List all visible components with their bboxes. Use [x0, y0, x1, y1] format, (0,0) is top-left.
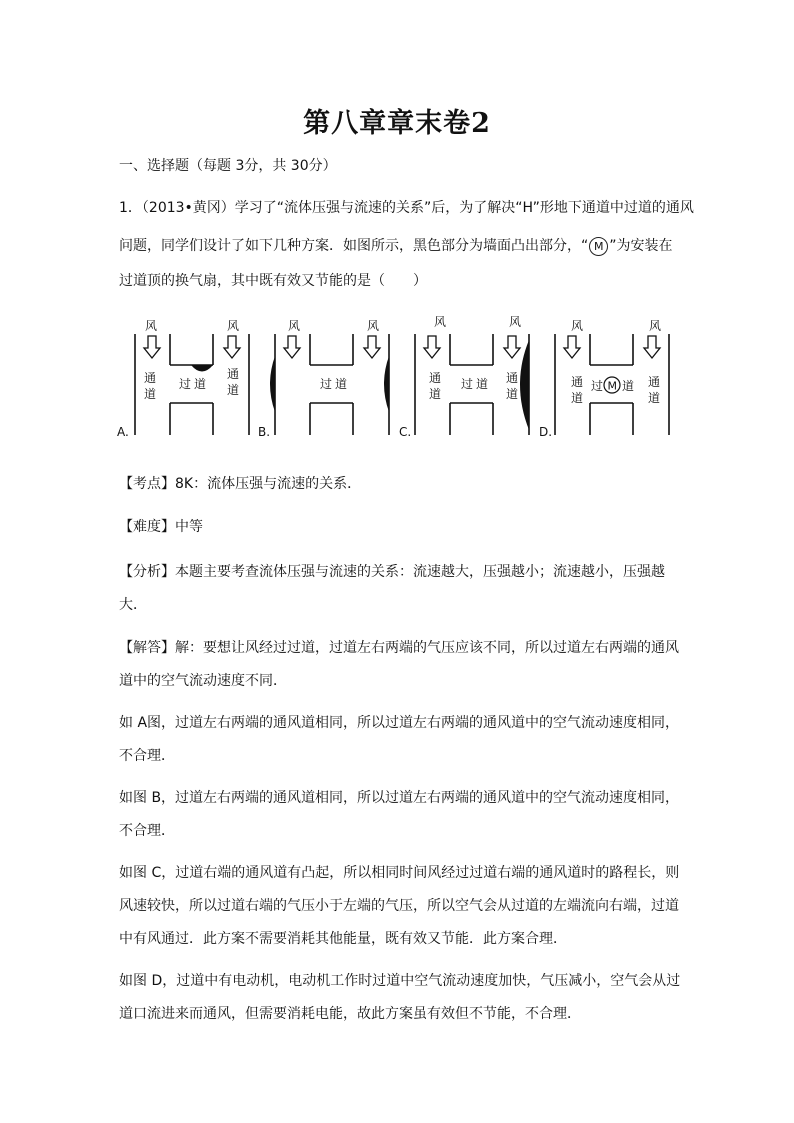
para-c-line-2: 风速较快，所以过道右端的气压小于左端的气压，所以空气会从过道的左端流向右端，过道: [119, 898, 679, 914]
para-a-line-1: 如 A图，过道左右两端的通风道相同，所以过道左右两端的通风道中的空气流动速度相同，: [119, 715, 680, 731]
tongdao-label: 道: [648, 391, 661, 405]
wind-label: 风: [434, 315, 447, 329]
para-d-line-1: 如图 D，过道中有电动机，电动机工作时过道中空气流动速度加快，气压减小，空气会从过: [119, 973, 681, 989]
wind-label: 风: [649, 319, 662, 333]
tongdao-label: 道: [571, 391, 584, 405]
guodao-label: 道: [476, 377, 489, 391]
guodao-label: 过: [320, 377, 333, 391]
motor-label: M: [607, 379, 617, 393]
page-title: 第八章章末卷2: [303, 108, 491, 139]
para-a-line-2: 不合理．: [119, 748, 175, 764]
figure-panel-d: [539, 319, 669, 439]
para-c-line-3: 中有风通过．此方案不需要消耗其他能量，既有效又节能．此方案合理．: [119, 931, 567, 947]
tongdao-label: 通: [227, 367, 240, 381]
motor-symbol-icon: M: [589, 237, 608, 256]
question-line-3: 过道顶的换气扇，其中既有效又节能的是（ ）: [119, 273, 427, 289]
tongdao-label: 通: [648, 375, 661, 389]
ventilation-figure: [115, 312, 675, 442]
figure-panel-b: [258, 319, 389, 439]
fenxi-line-2: 大．: [119, 597, 147, 613]
wind-label: 风: [367, 319, 380, 333]
option-d-label: D.: [539, 425, 553, 439]
wind-label: 风: [145, 319, 158, 333]
guodao-label: 过: [591, 379, 604, 393]
option-b-label: B.: [258, 425, 271, 439]
option-c-label: C.: [399, 425, 412, 439]
option-a-label: A.: [117, 425, 129, 439]
jieda-line-2: 道中的空气流动速度不同．: [119, 673, 287, 689]
tongdao-label: 道: [429, 387, 442, 401]
jieda-text: 解：要想让风经过过道，过道左右两端的气压应该不同，所以过道左右两端的通风: [175, 640, 679, 656]
question-line-2-end: ”为安装在: [609, 238, 673, 254]
wall-bump-c-right: [520, 340, 529, 430]
jieda-line-1: [119, 637, 679, 657]
wind-label: 风: [571, 319, 584, 333]
kaodian-line: [119, 473, 361, 493]
question-line-1: 1．（2013•黄冈）学习了“流体压强与流速的关系”后，为了解决“H”形地下通道中过道的通风: [119, 200, 694, 216]
para-c-line-1: 如图 C，过道右端的通风道有凸起，所以相同时间风经过过道右端的通风道时的路程长，则: [119, 865, 680, 881]
tongdao-label: 通: [506, 371, 519, 385]
wind-label: 风: [509, 315, 522, 329]
section-heading: 一、选择题（每题 3分，共 30分）: [119, 158, 337, 174]
kaodian-text: 8K：流体压强与流速的关系．: [175, 476, 362, 492]
figure-panel-a: [117, 319, 249, 439]
fenxi-label: 【分析】: [119, 564, 175, 580]
tongdao-label: 通: [144, 371, 157, 385]
nandu-text: 中等: [175, 519, 203, 535]
guodao-label: 过: [179, 377, 192, 391]
guodao-label: 道: [194, 377, 207, 391]
question-line-2: [119, 235, 673, 256]
wind-label: 风: [288, 319, 301, 333]
para-b-line-2: 不合理．: [119, 823, 175, 839]
jieda-label: 【解答】: [119, 640, 175, 656]
tongdao-label: 道: [144, 387, 157, 401]
fenxi-text: 本题主要考查流体压强与流速的关系：流速越大，压强越小；流速越小，压强越: [175, 564, 665, 580]
guodao-label: 道: [335, 377, 348, 391]
tongdao-label: 道: [506, 387, 519, 401]
nandu-label: 【难度】: [119, 519, 175, 535]
fenxi-line-1: [119, 561, 665, 581]
tongdao-label: 道: [227, 383, 240, 397]
wall-bump-b-left: [270, 356, 275, 412]
guodao-label: 过: [461, 377, 474, 391]
guodao-label: 道: [622, 379, 635, 393]
tongdao-label: 通: [429, 371, 442, 385]
question-line-2-text: 问题，同学们设计了如下几种方案．如图所示，黑色部分为墙面凸出部分，“: [119, 238, 589, 254]
tongdao-label: 通: [571, 375, 584, 389]
wall-bump-b-right: [384, 356, 389, 412]
nandu-line: [119, 516, 203, 536]
wind-label: 风: [227, 319, 240, 333]
figure-panel-c: [399, 315, 529, 439]
para-b-line-1: 如图 B，过道左右两端的通风道相同，所以过道左右两端的通风道中的空气流动速度相同，: [119, 790, 680, 806]
kaodian-label: 【考点】: [119, 476, 175, 492]
wall-bump-a: [191, 365, 213, 372]
para-d-line-2: 道口流进来而通风，但需要消耗电能，故此方案虽有效但不节能，不合理．: [119, 1006, 581, 1022]
